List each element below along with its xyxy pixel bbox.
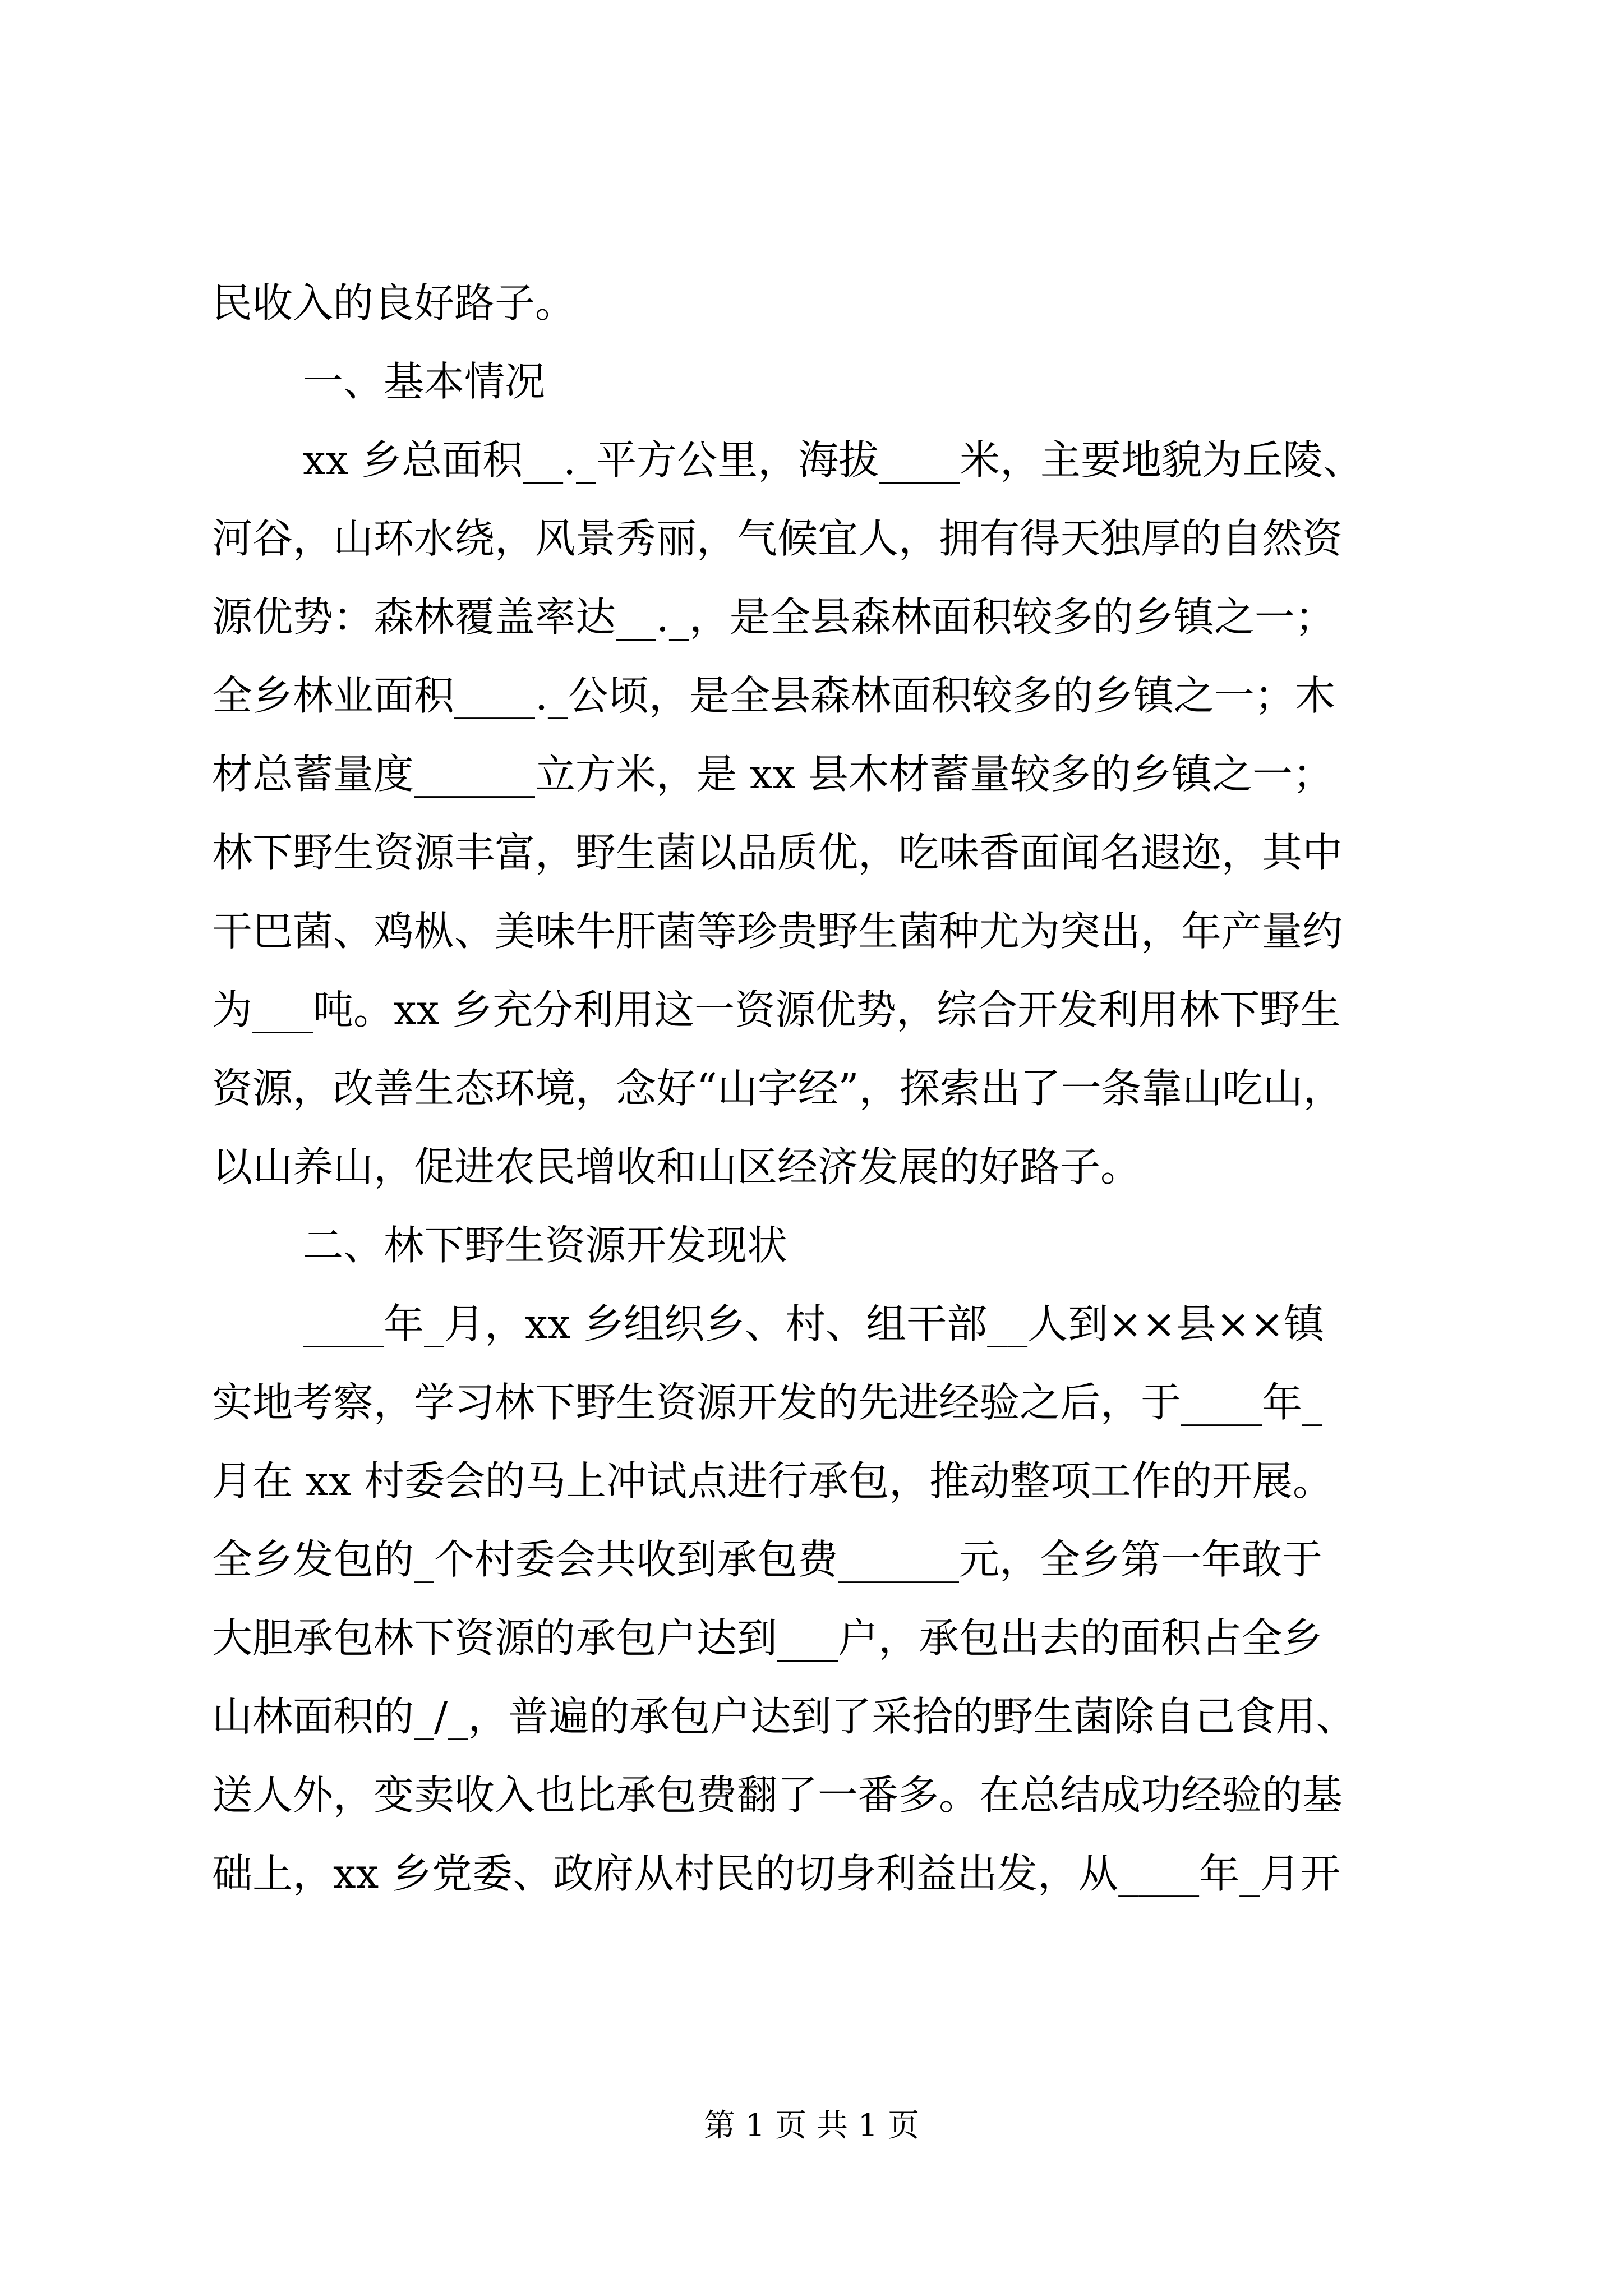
body-line-15: 实地考察，学习林下野生资源开发的先进经验之后，于____年_	[212, 1379, 1323, 1426]
body-line-18: 大胆承包林下资源的承包户达到___户，承包出去的面积占全乡	[212, 1614, 1323, 1662]
body-line-17: 全乡发包的_个村委会共收到承包费______元，全乡第一年敢于	[212, 1536, 1323, 1583]
body-line-11: 资源，改善生态环境，念好“山字经”，探索出了一条靠山吃山，	[212, 1065, 1344, 1112]
body-line-5: 源优势：森林覆盖率达__._，是全县森林面积较多的乡镇之一；	[212, 593, 1335, 641]
body-line-3: xx 乡总面积__._平方公里，海拔____米，主要地貌为丘陵、	[303, 436, 1363, 484]
body-line-7: 材总蓄量度______立方米，是 xx 县木材蓄量较多的乡镇之一；	[212, 751, 1333, 798]
body-line-10: 为___吨。xx 乡充分利用这一资源优势，综合开发利用林下野生	[212, 986, 1341, 1033]
body-line-16: 月在 xx 村委会的马上冲试点进行承包，推动整项工作的开展。	[212, 1457, 1333, 1504]
body-line-14: ____年_月，xx 乡组织乡、村、组干部__人到××县××镇	[303, 1300, 1325, 1347]
body-line-9: 干巴菌、鸡枞、美味牛肝菌等珍贵野生菌种尤为突出，年产量约	[212, 908, 1343, 955]
body-line-1: 民收入的良好路子。	[212, 279, 576, 326]
body-line-6: 全乡林业面积____._公顷，是全县森林面积较多的乡镇之一；木	[212, 672, 1335, 719]
body-line-19: 山林面积的_/_，普遍的承包户达到了采拾的野生菌除自己食用、	[212, 1693, 1357, 1740]
body-line-12: 以山养山，促进农民增收和山区经济发展的好路子。	[212, 1143, 1141, 1190]
body-line-21: 础上，xx 乡党委、政府从村民的切身利益出发，从____年_月开	[212, 1850, 1341, 1897]
body-line-20: 送人外，变卖收入也比承包费翻了一番多。在总结成功经验的基	[212, 1772, 1343, 1819]
page-footer: 第 1 页 共 1 页	[703, 2108, 920, 2144]
body-line-4: 河谷，山环水绕，风景秀丽，气候宜人，拥有得天独厚的自然资	[212, 515, 1343, 562]
body-line-8: 林下野生资源丰富，野生菌以品质优，吃味香面闻名遐迩，其中	[212, 829, 1343, 876]
section-heading-2: 二、林下野生资源开发现状	[303, 1222, 788, 1269]
section-heading-1: 一、基本情况	[303, 358, 546, 405]
